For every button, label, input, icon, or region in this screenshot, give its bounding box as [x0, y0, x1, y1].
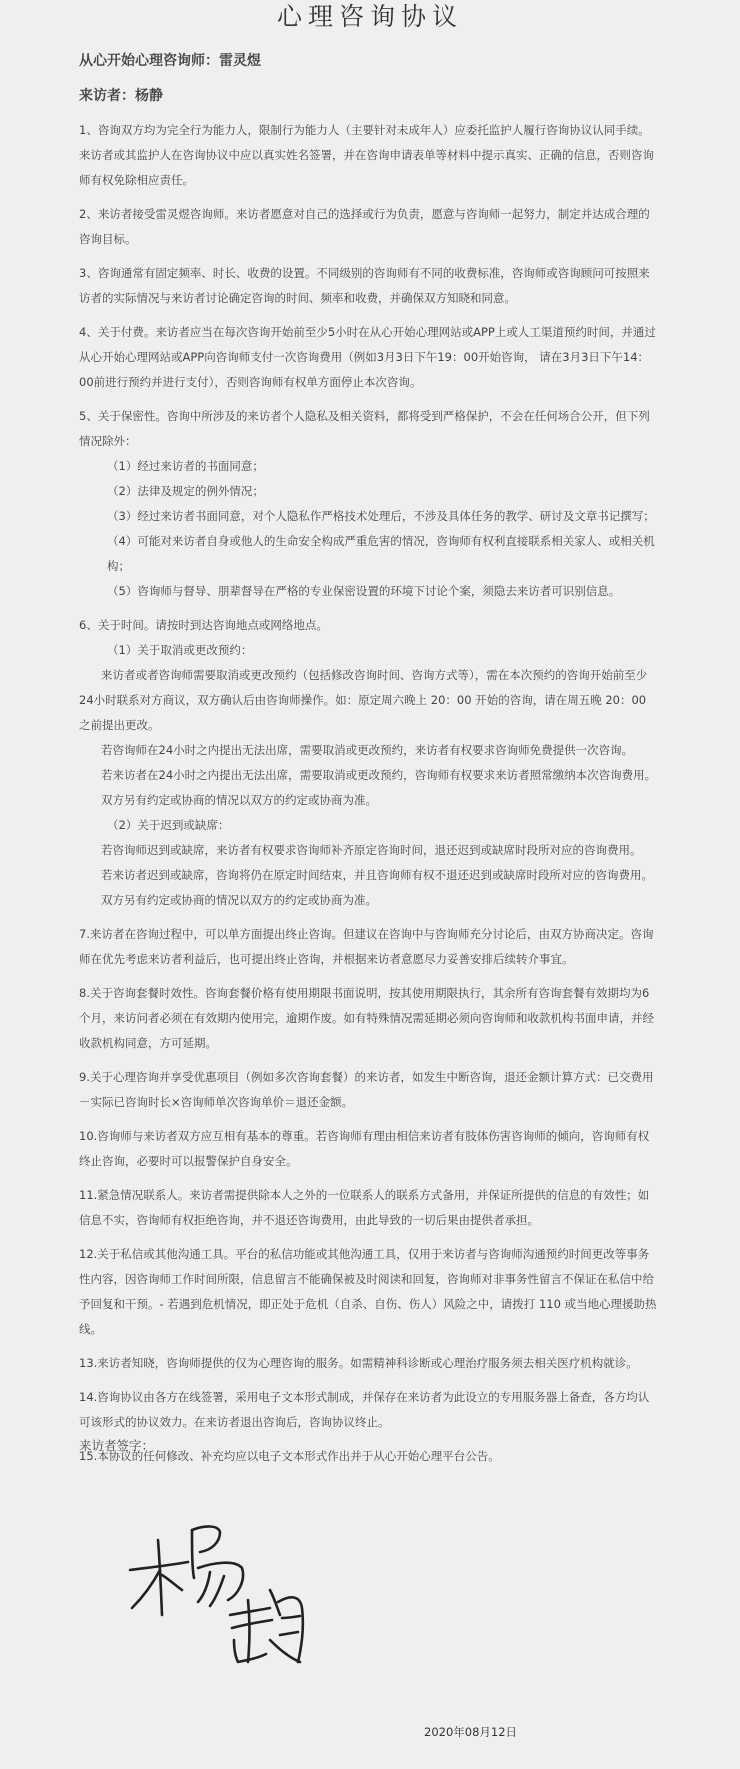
clause-6-sub1-paragraph: 来访者或者咨询师需要取消或更改预约（包括修改咨询时间、咨询方式等），需在本次预约的咨询开始前至少24小时联系对方商议，双方确认后由咨询师操作。如：原定周六晚上 20：00 开始的咨询，请在周五晚 20：00 之前提出更改。 [79, 668, 648, 732]
signing-date: 2020年08月12日 [424, 1725, 518, 1739]
clause-10: 10.咨询师与来访者双方应互相有基本的尊重。若咨询师有理由相信来访者有肢体伤害咨询师的倾向，咨询师有权终止咨询，必要时可以报警保护自身安全。 [79, 1129, 650, 1168]
clause-6-sub2-title: （2）关于迟到或缺席： [107, 818, 230, 832]
agreement-body [79, 118, 659, 1478]
clause-3: 3、咨询通常有固定频率、时长、收费的设置。不同级别的咨询师有不同的收费标准，咨询师或咨询顾问可按照来访者的实际情况与来访者讨论确定咨询的时间、频率和收费，并确保双方知晓和同意。 [79, 266, 650, 305]
clause-13: 13.来访者知晓，咨询师提供的仅为心理咨询的服务。如需精神科诊断或心理治疗服务须去相关医疗机构就诊。 [79, 1356, 638, 1370]
clause-6: 6、关于时间。请按时到达咨询地点或网络地点。 [79, 618, 328, 632]
clause-15: 15.本协议的任何修改、补充均应以电子文本形式作出并于从心开始心理平台公告。 [79, 1449, 500, 1463]
clause-5-item: （2）法律及规定的例外情况； [107, 484, 264, 498]
visitor-line: 来访者：杨静 [79, 88, 163, 104]
clause-6-sub1-paragraph: 若咨询师在24小时之内提出无法出席，需要取消或更改预约，来访者有权要求咨询师免费提供一次咨询。 [101, 743, 634, 757]
clause-9: 9.关于心理咨询并享受优惠项目（例如多次咨询套餐）的来访者，如发生中断咨询，退还金额计算方式：已交费用－实际已咨询时长×咨询师单次咨询单价＝退还金额。 [79, 1070, 654, 1109]
clause-5-item: （3）经过来访者书面同意，对个人隐私作严格技术处理后，不涉及具体任务的教学、研讨及文章书记撰写； [107, 509, 655, 523]
clause-1: 1、咨询双方均为完全行为能力人，限制行为能力人（主要针对未成年人）应委托监护人履行咨询协议认同手续。来访者或其监护人在咨询协议中应以真实姓名签署，并在咨询申请表单等材料中提示真实、正确的信息，否则咨询师有权免除相应责任。 [79, 123, 654, 187]
clause-5: 5、关于保密性。咨询中所涉及的来访者个人隐私及相关资料，都将受到严格保护，不会在任何场合公开，但下列情况除外： [79, 409, 650, 448]
document-title: 心理咨询协议 [276, 2, 463, 31]
clause-12: 12.关于私信或其他沟通工具。平台的私信功能或其他沟通工具，仅用于来访者与咨询师沟通预约时间更改等事务性内容，因咨询师工作时间所限，信息留言不能确保被及时阅读和回复，咨询师对非事务性留言不保证在私信中给予回复和干预。- 若遇到危机情况，即正处于危机（自杀、自伤、伤人）风险之中，请拨打 110 或当地心理援助热线。 [79, 1247, 657, 1336]
clause-6-sub2-paragraph: 双方另有约定或协商的情况以双方的约定或协商为准。 [101, 893, 377, 907]
clause-7: 7.来访者在咨询过程中，可以单方面提出终止咨询。但建议在咨询中与咨询师充分讨论后，由双方协商决定。咨询师在优先考虑来访者利益后，也可提出终止咨询，并根据来访者意愿尽力妥善安排后续转介事宜。 [79, 927, 654, 966]
clause-6-sub1-paragraph: 双方另有约定或协商的情况以双方的约定或协商为准。 [101, 793, 377, 807]
clause-6-sub1-paragraph: 若来访者在24小时之内提出无法出席，需要取消或更改预约，咨询师有权要求来访者照常缴纳本次咨询费用。 [101, 768, 657, 782]
clause-5-item: （5）咨询师与督导、朋辈督导在严格的专业保密设置的环境下讨论个案，须隐去来访者可识别信息。 [107, 584, 621, 598]
handwritten-signature [120, 1490, 340, 1670]
clause-6-sub2-paragraph: 若来访者迟到或缺席，咨询将仍在原定时间结束，并且咨询师有权不退还迟到或缺席时段所对应的咨询费用。 [101, 868, 653, 882]
clause-5-item: （4）可能对来访者自身或他人的生命安全构成严重危害的情况，咨询师有权利直接联系相关家人、或相关机构； [107, 534, 655, 573]
clause-5-item: （1）经过来访者的书面同意； [107, 459, 264, 473]
clause-14: 14.咨询协议由各方在线签署，采用电子文本形式制成，并保存在来访者为此设立的专用服务器上备查，各方均认可该形式的协议效力。在来访者退出咨询后，咨询协议终止。 [79, 1390, 650, 1429]
clause-11: 11.紧急情况联系人。来访者需提供除本人之外的一位联系人的联系方式备用，并保证所提供的信息的有效性；如信息不实，咨询师有权拒绝咨询，并不退还咨询费用，由此导致的一切后果由提供者承担。 [79, 1188, 650, 1227]
clause-6-sub2-paragraph: 若咨询师迟到或缺席，来访者有权要求咨询师补齐原定咨询时间，退还迟到或缺席时段所对应的咨询费用。 [101, 843, 642, 857]
clause-2: 2、来访者接受雷灵煜咨询师。来访者愿意对自己的选择或行为负责，愿意与咨询师一起努力，制定并达成合理的咨询目标。 [79, 207, 650, 246]
counselor-line: 从心开始心理咨询师：雷灵煜 [79, 53, 261, 69]
clause-4: 4、关于付费。来访者应当在每次咨询开始前至少5小时在从心开始心理网站或APP上或人工渠道预约时间，并通过从心开始心理网站或APP向咨询师支付一次咨询费用（例如3月3日下午19：00开始咨询， 请在3月3日下午14：00前进行预约并进行支付），否则咨询师有权单方面停止本次咨询。 [79, 325, 656, 389]
clause-8: 8.关于咨询套餐时效性。咨询套餐价格有使用期限书面说明，按其使用期限执行，其余所有咨询套餐有效期均为6个月，来访问者必须在有效期内使用完，逾期作废。如有特殊情况需延期必须向咨询师和收款机构书面申请，并经收款机构同意，方可延期。 [79, 986, 654, 1050]
clause-6-sub1-title: （1）关于取消或更改预约： [107, 643, 253, 657]
signature-label: 来访者签字： [79, 1438, 155, 1453]
